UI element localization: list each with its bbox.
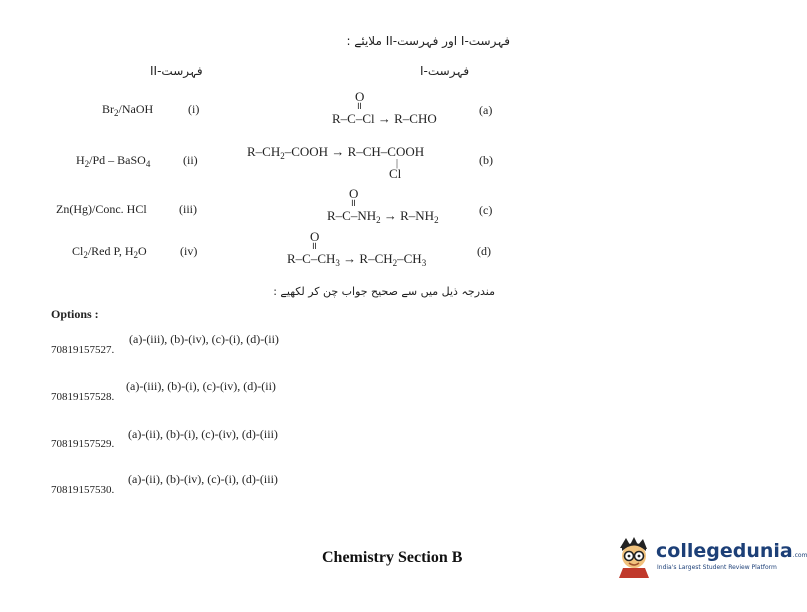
- list2-heading: فہرست-II: [150, 64, 203, 78]
- carbonyl-o-a: O: [355, 89, 365, 104]
- double-bond-d: ॥: [311, 241, 317, 252]
- option-text-3[interactable]: (a)-(ii), (b)-(i), (c)-(iv), (d)-(iii): [128, 427, 278, 441]
- option-id-2: 70819157528.: [51, 391, 115, 403]
- reagent-ii: $H_2/Pd$ – BaSO$_4$: [76, 153, 151, 169]
- reagent-iv: $Cl_2$/Red P, $H_2O$: [72, 244, 147, 260]
- choose-instruction: مندرجہ ذیل میں سے صحیح جواب چن کر لکھیے :: [273, 285, 495, 298]
- student-mascot-icon: [614, 536, 654, 578]
- option-id-4: 70819157530.: [51, 484, 115, 496]
- reagent-num-iv: (iv): [180, 244, 198, 258]
- option-id-1: 70819157527.: [51, 344, 115, 356]
- label-d: (d): [477, 244, 491, 258]
- option-text-1[interactable]: (a)-(iii), (b)-(iv), (c)-(i), (d)-(ii): [129, 332, 279, 346]
- chloro-b: Cl: [389, 166, 402, 181]
- carbonyl-o-d: O: [310, 229, 320, 244]
- option-id-3: 70819157529.: [51, 438, 115, 450]
- section-title: Chemistry Section B: [322, 549, 463, 566]
- options-heading: Options :: [51, 307, 99, 321]
- option-text-4[interactable]: (a)-(ii), (b)-(iv), (c)-(i), (d)-(iii): [128, 472, 278, 486]
- reagent-num-i: (i): [188, 102, 200, 116]
- logo-wordmark: collegedunia.com: [656, 540, 807, 562]
- double-bond-c: ॥: [350, 198, 356, 209]
- list1-heading: فہرست-I: [420, 64, 470, 78]
- logo-tagline: India's Largest Student Review Platform: [657, 564, 777, 571]
- reagent-i: $Br_2$/NaOH: [102, 102, 154, 118]
- reaction-b: $R-CH_2$–COOH → R–CH–COOH: [247, 144, 425, 161]
- double-bond-a: ॥: [356, 101, 362, 112]
- reaction-d: $R-C-CH_3 \to R-CH_2-CH_3$: [287, 251, 427, 268]
- reaction-a: R–C–Cl → R–CHO: [332, 111, 437, 126]
- label-c: (c): [479, 203, 493, 217]
- label-b: (b): [479, 153, 493, 167]
- label-a: (a): [479, 103, 493, 117]
- reaction-c: $R-C-NH_2 \to R-NH_2$: [327, 208, 439, 225]
- option-text-2[interactable]: (a)-(iii), (b)-(i), (c)-(iv), (d)-(ii): [126, 379, 276, 393]
- single-bond-b: |: [396, 158, 399, 169]
- reagent-num-ii: (ii): [183, 153, 198, 167]
- reagent-num-iii: (iii): [179, 202, 197, 216]
- carbonyl-o-c: O: [349, 186, 359, 201]
- reagent-iii: Zn(Hg)/Conc. HCl: [56, 202, 147, 216]
- match-instruction: فہرست-I اور فہرست-II ملایئے :: [346, 34, 510, 48]
